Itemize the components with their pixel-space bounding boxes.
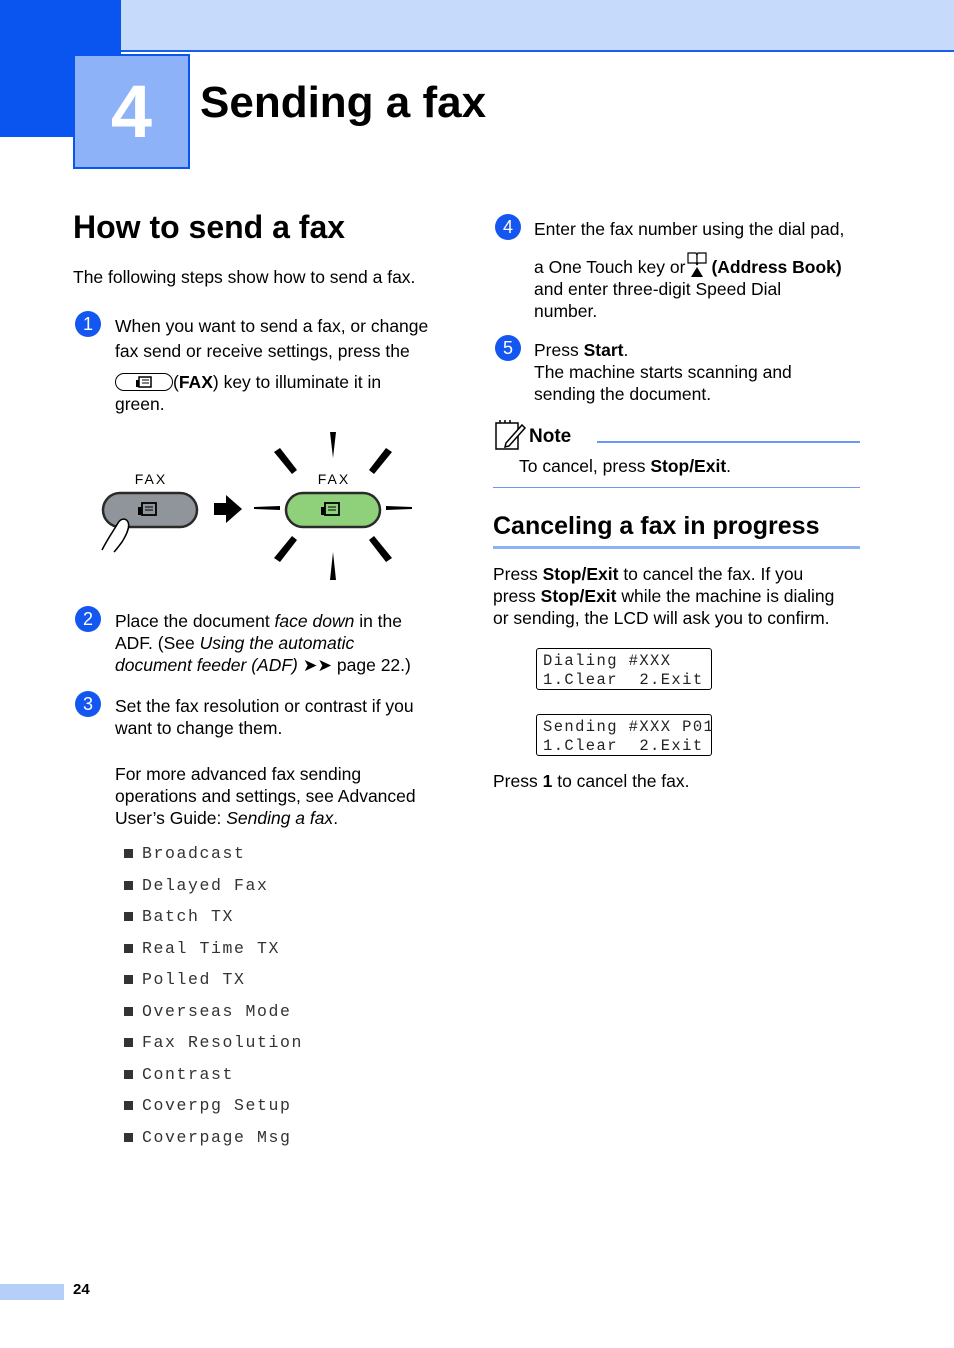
- bullet-icon: [124, 1101, 133, 1110]
- fax-option-item: [124, 1027, 303, 1059]
- step-3-more-2: operations and settings, see Advanced: [115, 786, 416, 806]
- illustration-label-right: FAX: [317, 471, 351, 487]
- fax-option-item: [124, 1122, 303, 1154]
- cancel-line-3: or sending, the LCD will ask you to confirm.: [493, 608, 830, 628]
- lcd-sending-line-1: Sending #XXX P01: [543, 718, 715, 736]
- fax-option-item: [124, 1059, 303, 1091]
- step-3-more-1: For more advanced fax sending: [115, 764, 362, 784]
- step-marker-2: 2: [75, 606, 101, 632]
- illustration-label-left: FAX: [134, 471, 168, 487]
- fax-option-label: Batch TX: [142, 907, 235, 927]
- step-4-line-4: number.: [534, 301, 598, 321]
- section-title: How to send a fax: [73, 209, 346, 245]
- step-marker-5: 5: [495, 335, 521, 361]
- fax-option-label: Overseas Mode: [142, 1001, 292, 1021]
- fax-option-item: [124, 838, 303, 870]
- fax-option-label: Coverpage Msg: [142, 1127, 292, 1147]
- fax-option-label: Real Time TX: [142, 938, 281, 958]
- step-3-line-1: Set the fax resolution or contrast if you: [115, 696, 414, 716]
- fax-option-label: Delayed Fax: [142, 875, 269, 895]
- step-5-line-3: sending the document.: [534, 384, 712, 404]
- intro-text: The following steps show how to send a fax.: [73, 267, 416, 287]
- lcd-sending: [536, 714, 715, 756]
- step-1-line-1: When you want to send a fax, or change: [115, 316, 429, 336]
- note-title: Note: [529, 426, 572, 447]
- step-3-more-3: User’s Guide: Sending a fax.: [115, 808, 339, 828]
- step-3-text: [115, 695, 455, 829]
- cancel-section-underline: [493, 546, 860, 549]
- cancel-line-2: press Stop/Exit while the machine is dialing: [493, 586, 835, 606]
- note-pencil-icon: [494, 419, 526, 451]
- cancel-section-text: [493, 563, 863, 629]
- page-number: 24: [73, 1281, 90, 1298]
- fax-option-item: [124, 1090, 303, 1122]
- bullet-icon: [124, 975, 133, 984]
- address-book-icon: [685, 250, 709, 278]
- fax-key-icon: [115, 373, 173, 391]
- bullet-icon: [124, 1038, 133, 1047]
- address-book-label: (Address Book): [711, 257, 842, 277]
- lcd-dialing: [536, 648, 712, 690]
- step-marker-3: 3: [75, 691, 101, 717]
- step-5-text: [534, 339, 864, 405]
- step-marker-1: 1: [75, 311, 101, 337]
- header-band: [0, 0, 954, 52]
- step-2-line-2: ADF. (See Using the automatic: [115, 633, 355, 653]
- note-rule-bottom: [493, 487, 860, 488]
- note-rule-top: [597, 441, 860, 443]
- step-1-line-3-rest: ) key to illuminate it in: [212, 372, 382, 392]
- fax-option-label: Polled TX: [142, 970, 246, 990]
- fax-option-label: Fax Resolution: [142, 1033, 304, 1053]
- fax-option-item: [124, 964, 303, 996]
- step-4-line-3: and enter three-digit Speed Dial: [534, 279, 782, 299]
- bullet-icon: [124, 1133, 133, 1142]
- fax-key-label: FAX: [178, 372, 213, 392]
- bullet-icon: [124, 849, 133, 858]
- step-marker-4: 4: [495, 214, 521, 240]
- fax-option-label: Coverpg Setup: [142, 1096, 292, 1116]
- fax-option-label: Contrast: [142, 1064, 235, 1084]
- step-4-line-1: Enter the fax number using the dial pad,: [534, 219, 845, 239]
- step-2-line-3[interactable]: document feeder (ADF) ➤➤ page 22.): [115, 655, 411, 675]
- step-1-line-2: fax send or receive settings, press the: [115, 341, 410, 361]
- bullet-icon: [124, 1070, 133, 1079]
- step-1-line-4: green.: [115, 394, 165, 414]
- fax-option-label: Broadcast: [142, 844, 246, 864]
- cancel-final-text: Press 1 to cancel the fax.: [493, 771, 690, 791]
- step-4-line-2: a One Touch key or (Address Book): [534, 250, 864, 278]
- step-2-text: [115, 610, 455, 676]
- step-5-line-1: Press Start.: [534, 340, 629, 360]
- bullet-icon: [124, 1007, 133, 1016]
- fax-option-item: [124, 870, 303, 902]
- step-4-text: [534, 218, 864, 322]
- fax-option-item: [124, 901, 303, 933]
- cancel-section-title: Canceling a fax in progress: [493, 512, 820, 540]
- step-1-line-3: [115, 371, 455, 393]
- chapter-title: Sending a fax: [200, 78, 487, 127]
- fax-options-list: [124, 838, 303, 1153]
- bullet-icon: [124, 944, 133, 953]
- chapter-number: 4: [73, 54, 190, 169]
- fax-key-illustration: [96, 430, 426, 582]
- step-1-text: [115, 315, 455, 415]
- note-text: To cancel, press Stop/Exit.: [519, 456, 732, 476]
- fax-option-item: [124, 933, 303, 965]
- paren-open: (: [173, 372, 179, 392]
- bullet-icon: [124, 912, 133, 921]
- lcd-sending-line-2: 1.Clear 2.Exit: [543, 736, 704, 755]
- step-3-line-2: want to change them.: [115, 718, 283, 738]
- cancel-line-1: Press Stop/Exit to cancel the fax. If you: [493, 564, 804, 584]
- lcd-dialing-line-2: 1.Clear 2.Exit: [543, 670, 704, 689]
- fax-option-item: [124, 996, 303, 1028]
- step-5-line-2: The machine starts scanning and: [534, 362, 792, 382]
- step-2-line-1: Place the document face down in the: [115, 611, 403, 631]
- page-number-bar: [0, 1284, 64, 1300]
- bullet-icon: [124, 881, 133, 890]
- lcd-dialing-line-1: Dialing #XXX: [543, 652, 672, 670]
